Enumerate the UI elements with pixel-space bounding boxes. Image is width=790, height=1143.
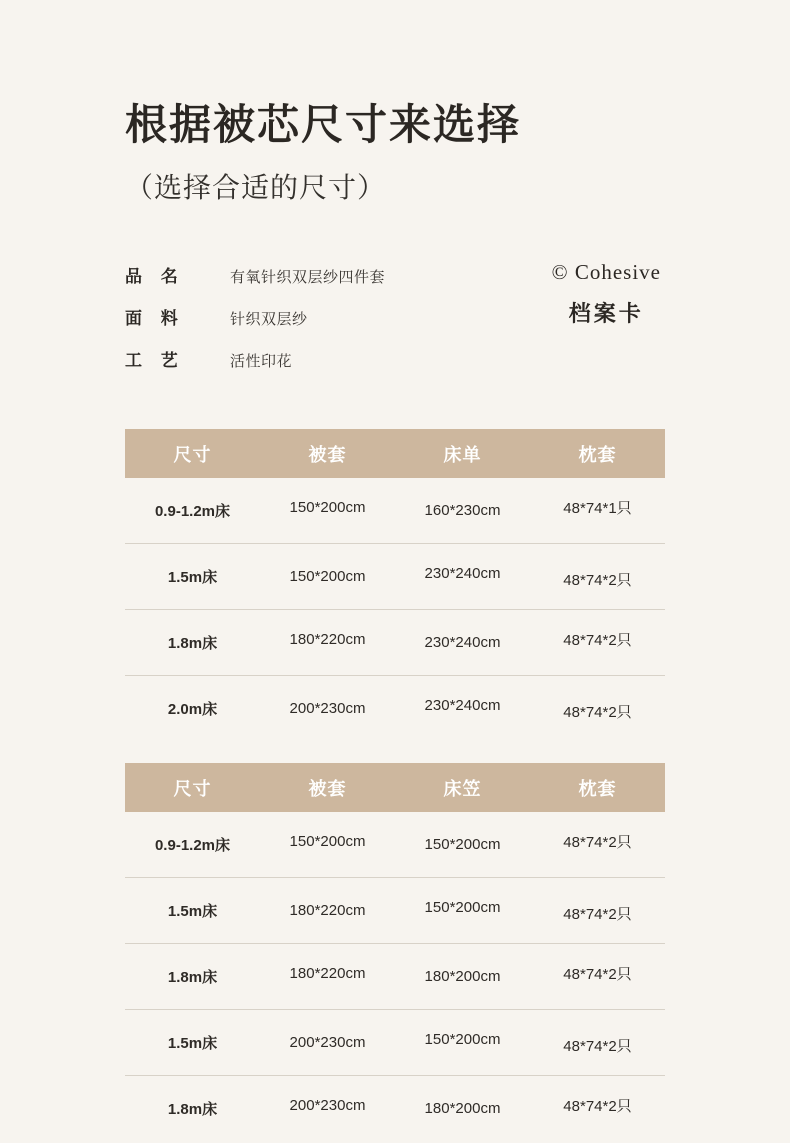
cell-pillowcase: 48*74*2只 (530, 809, 665, 875)
table-header-row (125, 429, 665, 478)
brand-subtitle: 档案卡 (568, 301, 644, 327)
column-header-size: 尺寸 (125, 763, 260, 812)
cell-fitted-sheet: 150*200cm (395, 1007, 530, 1073)
cell-duvet-cover: 200*230cm (289, 1097, 366, 1115)
cell-size: 1.5m床 (125, 544, 260, 610)
brand-name: © Cohesive (551, 260, 661, 285)
table-header-row (125, 763, 665, 812)
cell-duvet-cover: 200*230cm (289, 700, 366, 718)
cell-flat-sheet: 230*240cm (424, 697, 501, 715)
cell-pillowcase: 48*74*2只 (563, 704, 632, 722)
cell-size: 1.8m床 (125, 944, 260, 1010)
cell-duvet-cover: 180*220cm (260, 941, 395, 1007)
cell-fitted-sheet: 150*200cm (395, 875, 530, 941)
page-title: 根据被芯尺寸来选择 (125, 101, 522, 148)
spec-value: 有氧针织双层纱四件套 (230, 269, 386, 287)
cell-flat-sheet: 230*240cm (395, 610, 530, 676)
cell-size: 2.0m床 (167, 701, 218, 719)
column-header-duvet-cover: 被套 (260, 429, 395, 478)
spec-label: 品 名 (125, 267, 185, 287)
cell-fitted-sheet: 150*200cm (395, 812, 530, 878)
cell-duvet-cover: 150*200cm (260, 809, 395, 875)
column-header-duvet-cover: 被套 (260, 763, 395, 812)
table-row (125, 878, 665, 944)
cell-pillowcase: 48*74*1只 (530, 475, 665, 541)
cell-duvet-cover: 180*220cm (260, 607, 395, 673)
table-row (125, 812, 665, 878)
cell-size: 1.8m床 (167, 1101, 218, 1119)
cell-flat-sheet: 230*240cm (395, 541, 530, 607)
column-header-flat-sheet: 床单 (395, 429, 530, 478)
spec-list (125, 258, 385, 371)
cell-size: 0.9-1.2m床 (125, 812, 260, 878)
cell-size: 1.8m床 (125, 610, 260, 676)
spec-value: 活性印花 (230, 353, 293, 371)
table-row (125, 1010, 665, 1076)
spec-section (125, 258, 665, 371)
table-row (125, 944, 665, 1010)
cell-pillowcase: 48*74*2只 (563, 1098, 632, 1116)
cell-size: 0.9-1.2m床 (125, 478, 260, 544)
cell-fitted-sheet: 180*200cm (424, 1100, 501, 1118)
cell-duvet-cover: 150*200cm (260, 544, 395, 610)
cell-pillowcase: 48*74*2只 (530, 881, 665, 947)
cell-flat-sheet: 160*230cm (395, 478, 530, 544)
spec-label: 面 料 (125, 309, 185, 329)
table-row (125, 544, 665, 610)
table-row (125, 1076, 665, 1142)
size-table-bedsheet (125, 429, 665, 741)
brand-block (552, 258, 665, 328)
cell-pillowcase: 48*74*2只 (530, 547, 665, 613)
cell-size: 1.5m床 (125, 878, 260, 944)
spec-row-process (125, 346, 385, 371)
table-row (125, 676, 665, 742)
size-table-fitted-sheet (125, 763, 665, 1141)
spec-value: 针织双层纱 (230, 311, 308, 329)
column-header-size: 尺寸 (125, 429, 260, 478)
cell-duvet-cover: 150*200cm (260, 475, 395, 541)
cell-fitted-sheet: 180*200cm (395, 944, 530, 1010)
cell-pillowcase: 48*74*2只 (530, 1013, 665, 1079)
table-row (125, 610, 665, 676)
table-row (125, 478, 665, 544)
cell-pillowcase: 48*74*2只 (530, 607, 665, 673)
cell-duvet-cover: 180*220cm (260, 878, 395, 944)
column-header-pillowcase: 枕套 (530, 763, 665, 812)
column-header-fitted-sheet: 床笠 (395, 763, 530, 812)
spec-row-product-name (125, 262, 385, 287)
cell-size: 1.5m床 (125, 1010, 260, 1076)
page-subtitle: （选择合适的尺寸） (125, 172, 387, 204)
column-header-pillowcase: 枕套 (530, 429, 665, 478)
cell-pillowcase: 48*74*2只 (530, 941, 665, 1007)
cell-duvet-cover: 200*230cm (260, 1010, 395, 1076)
spec-label: 工 艺 (125, 351, 185, 371)
spec-row-material (125, 304, 385, 329)
